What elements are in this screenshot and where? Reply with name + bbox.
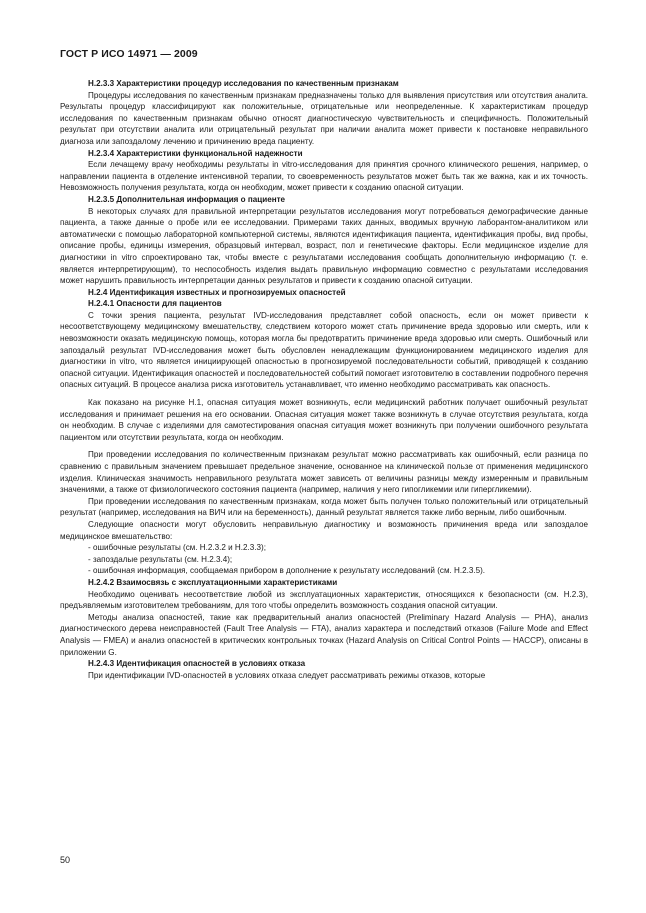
section-heading: H.2.3.4 Характеристики функциональной надежности <box>88 148 303 158</box>
section-heading: H.2.4.1 Опасности для пациентов <box>88 299 222 309</box>
paragraph: Если лечащему врачу необходимы результаты in vitro-исследования для принятия срочного клинического решения, например, о направлении пациента в отделение интенсивной терапии, то своевременность результатов может быть так же важна, как и их точность. Невозможность получения результата, когда он необходим, может привести к созданию опасной ситуации. <box>60 160 588 193</box>
paragraph: При идентификации IVD-опасностей в условиях отказа следует рассматривать режимы отказов, которые <box>88 670 486 680</box>
paragraph: Методы анализа опасностей, такие как предварительный анализ опасностей (Preliminary Hazard Analysis — PHA), анализ диагностического дерева неисправностей (Fault Tree Analysis — FTA), анализ характера и последствий отказов (Failure Mode and Effect Analysis — FMEA) и анализ опасностей в критических контрольных точках (Hazard Analysis on Critical Control Points — HACCP), описаны в приложении G. <box>60 612 588 657</box>
body-text <box>60 78 588 681</box>
section-heading: H.2.4.2 Взаимосвязь с эксплуатационными характеристиками <box>88 577 338 587</box>
section-heading: H.2.4.3 Идентификация опасностей в условиях отказа <box>88 659 306 669</box>
paragraph: Необходимо оценивать несоответствие любой из эксплуатационных характеристик, относящихся к безопасности (см. H.2.3), предъявляемым изготовителем требованиям, для того чтобы определить возможность создания опасной ситуации. <box>60 589 588 611</box>
paragraph: Как показано на рисунке H.1, опасная ситуация может возникнуть, если медицинский работник получает ошибочный результат исследования и принимает решения на его основании. Опасная ситуация может также возникнуть в случае отсутствия результата, когда он необходим. В случае с изделиями для самотестирования опасная ситуация может возникнуть при получении ошибочного результата пациентом или отсутствии результата, когда он необходим. <box>60 398 588 442</box>
page-header: ГОСТ Р ИСО 14971 — 2009 <box>60 48 198 60</box>
list-item: - запоздалые результаты (см. H.2.3.4); <box>88 554 233 564</box>
paragraph: Процедуры исследования по качественным признакам предназначены только для выявления присутствия или отсутствия аналита. Результаты процедур классифицируют как положительные, отрицательные или неопределенные. К характеристикам процедур исследования по качественным признакам обычно относят диагностическую чувствительность и специфичность. Положительный результат при отсутствии аналита или отрицательный результат при наличии аналита может привести к постановке неправильного диагноза или запоздалому лечению и причинению вреда пациенту. <box>60 90 588 146</box>
page-number: 50 <box>60 855 71 865</box>
paragraph: В некоторых случаях для правильной интерпретации результатов исследования могут потребоваться демографические данные пациента, а также данные о пробе или ее исследовании. Примерами таких данных, вводимых вручную лаборантом-аналитиком или автоматически с помощью лабораторной компьютерной системы, являются идентификация пациента, идентификация пробы, вид пробы, описание пробы, единицы измерения, образцовый интервал, возраст, пол и генетические факторы. Если медицинское изделие для диагностики in vitro спроектировано так, чтобы вместе с результатами исследования сообщать дополнительную информацию (т. е. является интерпретирующим), то неспособность изделия выдать правильную информацию совместно с результатами исследования может нарушить правильность интерпретации данных результатов и привести к созданию опасной ситуации. <box>60 206 588 286</box>
section-heading: H.2.4 Идентификация известных и прогнозируемых опасностей <box>88 287 346 297</box>
paragraph: Следующие опасности могут обусловить неправильную диагностику и возможность причинения вреда или запоздалое медицинское вмешательство: <box>60 519 588 541</box>
section-heading: H.2.3.5 Дополнительная информация о пациенте <box>88 194 286 204</box>
paragraph: При проведении исследования по качественным признакам, когда может быть получен только положительный или отрицательный результат (например, исследования на ВИЧ или на беременность), данный результат является также либо верным, либо ошибочным. <box>60 496 588 518</box>
section-heading: H.2.3.3 Характеристики процедур исследования по качественным признакам <box>88 79 399 88</box>
list-item: - ошибочная информация, сообщаемая прибором в дополнение к результату исследований (см. H.2.3.5). <box>88 566 486 576</box>
paragraph: С точки зрения пациента, результат IVD-исследования представляет собой опасность, если он может привести к несоответствующему медицинскому вмешательству, следствием которого может стать причинение вреда здоровью или смерть, или к невозможности оказать медицинскую помощь, которая могла бы предотвратить причинение вреда здоровью или смерть. Ошибочный или запоздалый результат IVD-исследования может быть обусловлен ненадлежащим функционированием медицинского изделия для диагностики in vitro, что является инициирующей опасностью в прогнозируемой последовательности событий, приводящей к созданию опасной ситуации. Идентификация опасностей и последовательностей событий помогает изготовителю в составлении подробного перечня опасных ситуаций. В процессе анализа риска изготовитель устанавливает, что именно необходимо рассматривать как опасность. <box>60 310 588 390</box>
paragraph: При проведении исследования по количественным признакам результат можно рассматривать как ошибочный, если разница по сравнению с правильным значением превышает предельное значение, основанное на клинической пользе от применения медицинского изделия. Клиническая значимость неправильного результата может зависеть от величины разницы между измеренным и правильным значениями, а также от физиологического состояния пациента (например, наличия у него гипогликемии или гипергликемии). <box>60 450 588 495</box>
list-item: - ошибочные результаты (см. H.2.3.2 и H.2.3.3); <box>88 543 266 553</box>
